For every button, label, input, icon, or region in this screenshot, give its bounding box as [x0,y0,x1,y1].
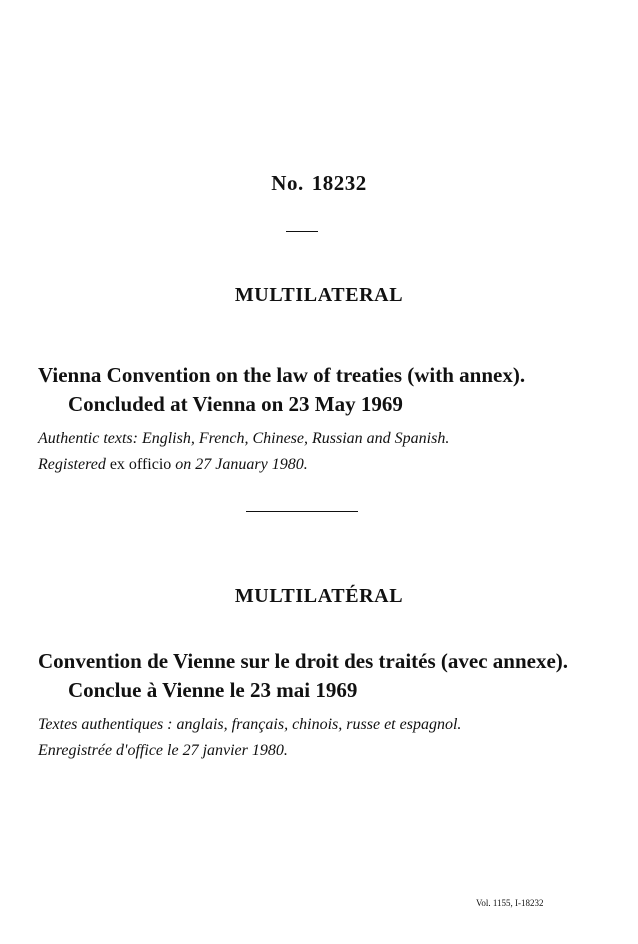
registered-mode-en: ex officio [109,456,172,473]
treaty-meta-fr [38,712,461,764]
registration-prefix: No. [271,171,304,195]
registration-line-en [38,452,449,478]
treaty-title-en-line1: Vienna Convention on the law of treaties (with annex). [38,363,526,387]
treaty-meta-en [38,426,449,478]
treaty-title-fr [38,647,568,705]
heading-multilateral-fr: MULTILATÉRAL [234,585,404,607]
registered-date-en: on 27 January 1980. [175,456,308,473]
authentic-texts-fr: Textes authentiques : anglais, français, chinois, russe et espagnol. [38,716,462,733]
heading-multilateral-en: MULTILATERAL [234,284,404,306]
registration-number-value: 18232 [311,171,367,195]
volume-reference: Vol. 1155, I-18232 [476,898,544,908]
treaty-title-en-line2: Concluded at Vienna on 23 May 1969 [68,392,403,416]
treaty-title-fr-line1: Convention de Vienne sur le droit des traités (avec annexe). [38,649,569,673]
registered-prefix-en: Registered [38,456,106,473]
registration-line-fr: Enregistrée d'office le 27 janvier 1980. [38,742,288,759]
short-divider [286,231,318,232]
registration-number [0,171,638,196]
authentic-texts-en: Authentic texts: English, French, Chinese, Russian and Spanish. [38,430,450,447]
treaty-title-en [38,361,525,419]
section-divider [246,511,358,512]
treaty-title-fr-line2: Conclue à Vienne le 23 mai 1969 [68,678,358,702]
